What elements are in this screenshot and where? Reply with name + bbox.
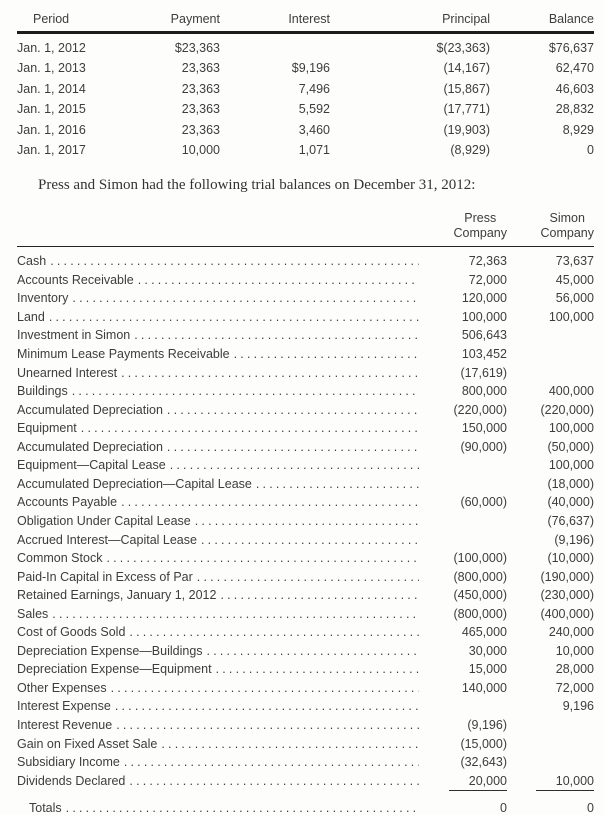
account-label-cell: [17, 531, 427, 550]
trial-balance-row: [17, 456, 594, 475]
account-name: Depreciation Expense—Buildings: [17, 643, 203, 658]
account-name: Interest Expense: [17, 699, 111, 714]
amortization-cell-payment: 23,363: [181, 102, 220, 116]
account-label-cell: [17, 679, 427, 698]
amortization-cell-payment: 23,363: [181, 81, 220, 96]
account-name: Retained Earnings, January 1, 2012: [17, 588, 217, 603]
amortization-header-rule: [17, 31, 594, 34]
trial-balance-row: [17, 289, 594, 308]
totals-simon-cell: [507, 799, 594, 815]
amortization-cell-payment: 23,363: [181, 61, 220, 75]
dot-leader: [49, 308, 419, 327]
dot-leader: [138, 271, 419, 290]
press-value-cell: (9,196): [467, 717, 507, 732]
trial-balance-header-row: [17, 211, 594, 242]
press-value-cell: 15,000: [468, 662, 507, 677]
simon-value-cell: 73,637: [555, 254, 594, 269]
simon-value-cell: 400,000: [548, 384, 594, 399]
account-name: Accumulated Depreciation—Capital Lease: [17, 476, 252, 491]
account-label-cell: [17, 289, 427, 308]
account-name: Accumulated Depreciation: [17, 402, 163, 417]
amortization-cell-interest: 1,071: [298, 143, 330, 157]
amortization-cell-balance: 28,832: [555, 102, 594, 116]
amortization-cell-principal: (8,929): [450, 143, 490, 157]
trial-balance-row: [17, 364, 594, 383]
simon-value-cell: (9,196): [554, 532, 594, 547]
press-value-cell: 103,452: [461, 347, 507, 362]
dot-leader: [234, 345, 419, 364]
totals-row: [17, 799, 594, 815]
account-name: Obligation Under Capital Lease: [17, 513, 191, 528]
amortization-row: [17, 79, 594, 100]
trial-balance-row: [17, 419, 594, 438]
account-label-cell: [17, 382, 427, 401]
trial-balance-row: [17, 716, 594, 735]
simon-value-underlined: 10,000: [536, 774, 594, 791]
account-label-cell: [17, 493, 427, 512]
simon-value-cell: 45,000: [555, 272, 594, 287]
simon-company-header-line1: Simon: [549, 210, 585, 225]
account-name: Subsidiary Income: [17, 755, 120, 770]
trial-balance-row: [17, 401, 594, 420]
simon-value-cell: (190,000): [540, 569, 594, 584]
account-name: Buildings: [17, 384, 68, 399]
account-name: Equipment: [17, 421, 77, 436]
dot-leader: [66, 799, 419, 815]
simon-value-cell: (400,000): [540, 606, 594, 621]
trial-balance-row: [17, 549, 594, 568]
simon-value-cell: (50,000): [547, 439, 594, 454]
dot-leader: [121, 493, 419, 512]
press-value-cell: [427, 772, 507, 791]
press-value-cell: (450,000): [453, 588, 507, 603]
press-company-header-line1: Press: [464, 210, 497, 225]
account-label-cell: [17, 660, 427, 679]
dot-leader: [167, 401, 419, 420]
trial-balance-row: [17, 271, 594, 290]
amortization-cell-period: Jan. 1, 2013: [17, 61, 86, 75]
dot-leader: [201, 531, 419, 550]
account-label-cell: [17, 568, 427, 587]
trial-balance-row: [17, 605, 594, 624]
press-company-header: [427, 211, 507, 242]
trial-balance-row: [17, 568, 594, 587]
amortization-cell-interest: 5,592: [298, 102, 330, 116]
account-label-cell: [17, 326, 427, 345]
trial-balance-table: [17, 211, 594, 815]
dot-leader: [256, 475, 419, 494]
dot-leader: [72, 289, 419, 308]
simon-value-cell: 100,000: [548, 458, 594, 473]
account-label-cell: [17, 456, 427, 475]
amortization-header-row: [17, 10, 594, 28]
dot-leader: [129, 623, 419, 642]
amortization-cell-interest: $9,196: [291, 61, 330, 75]
account-label-cell: [17, 716, 427, 735]
account-name: Unearned Interest: [17, 365, 118, 380]
account-name: Equipment—Capital Lease: [17, 458, 166, 473]
amortization-row: [17, 120, 594, 141]
simon-value-cell: 10,000: [555, 643, 594, 658]
column-header-principal: Principal: [442, 12, 490, 26]
trial-balance-row: [17, 252, 594, 271]
simon-value-cell: (230,000): [540, 588, 594, 603]
press-value-cell: 72,363: [468, 254, 507, 269]
simon-value-cell: 28,000: [555, 662, 594, 677]
trial-balance-row: [17, 772, 594, 791]
trial-balance-row: [17, 512, 594, 531]
dot-leader: [50, 252, 419, 271]
account-name: Other Expenses: [17, 680, 107, 695]
trial-balance-header-spacer: [17, 211, 427, 242]
amortization-cell-balance: $76,637: [548, 40, 594, 55]
amortization-cell-interest: [220, 38, 330, 59]
amortization-cell-principal: (17,771): [443, 102, 490, 116]
account-name: Cash: [17, 254, 47, 269]
column-header-interest: Interest: [288, 12, 330, 26]
account-name: Depreciation Expense—Equipment: [17, 662, 212, 677]
trial-balance-row: [17, 660, 594, 679]
dot-leader: [129, 772, 419, 791]
dot-leader: [134, 326, 419, 345]
dot-leader: [52, 605, 419, 624]
trial-balance-row: [17, 679, 594, 698]
press-value-cell: 506,643: [461, 328, 507, 343]
dot-leader: [195, 512, 419, 531]
account-name: Sales: [17, 606, 49, 621]
dot-leader: [167, 438, 419, 457]
dot-leader: [106, 549, 419, 568]
press-value-cell: (60,000): [460, 495, 507, 510]
dot-leader: [121, 364, 419, 383]
amortization-cell-interest: 7,496: [298, 81, 330, 96]
amortization-cell-principal: (19,903): [443, 122, 490, 137]
amortization-cell-payment: 10,000: [181, 143, 220, 157]
simon-company-header-line2: Company: [540, 226, 594, 240]
press-value-cell: (32,643): [460, 755, 507, 770]
trial-balance-row: [17, 623, 594, 642]
trial-balance-row: [17, 345, 594, 364]
press-value-underlined: 20,000: [449, 774, 507, 791]
dot-leader: [116, 716, 419, 735]
totals-simon-value: 0: [536, 801, 594, 815]
simon-value-cell: 72,000: [555, 680, 594, 695]
account-name: Common Stock: [17, 551, 103, 566]
simon-value-cell: 100,000: [548, 309, 594, 324]
account-label-cell: [17, 438, 427, 457]
amortization-rows: [17, 38, 594, 161]
account-name: Accrued Interest—Capital Lease: [17, 532, 197, 547]
press-company-header-line2: Company: [453, 226, 507, 240]
account-name: Accumulated Depreciation: [17, 439, 163, 454]
account-label-cell: [17, 419, 427, 438]
press-value-cell: 465,000: [461, 625, 507, 640]
account-label-cell: [17, 586, 427, 605]
trial-balance-row: [17, 531, 594, 550]
account-label-cell: [17, 623, 427, 642]
dot-leader: [161, 735, 419, 754]
trial-balance-row: [17, 438, 594, 457]
press-value-cell: (100,000): [453, 551, 507, 566]
simon-value-cell: (18,000): [547, 476, 594, 491]
account-name: Dividends Declared: [17, 773, 126, 788]
account-name: Cost of Goods Sold: [17, 625, 126, 640]
amortization-cell-period: Jan. 1, 2014: [17, 81, 86, 96]
dot-leader: [197, 568, 419, 587]
account-name: Inventory: [17, 291, 69, 306]
account-name: Paid-In Capital in Excess of Par: [17, 569, 193, 584]
account-label-cell: [17, 772, 427, 791]
simon-value-cell: 240,000: [548, 625, 594, 640]
dot-leader: [124, 753, 419, 772]
amortization-cell-principal: (14,167): [443, 61, 490, 75]
trial-balance-row: [17, 735, 594, 754]
intro-paragraph: Press and Simon had the following trial balances on December 31, 2012:: [38, 176, 476, 193]
simon-value-cell: (10,000): [547, 551, 594, 566]
account-name: Minimum Lease Payments Receivable: [17, 347, 230, 362]
simon-value-cell: [507, 772, 594, 791]
amortization-cell-principal: (15,867): [443, 81, 490, 96]
totals-label-cell: [17, 799, 427, 815]
simon-value-cell: 100,000: [548, 421, 594, 436]
amortization-row: [17, 38, 594, 59]
account-label-cell: [17, 475, 427, 494]
trial-balance-row: [17, 493, 594, 512]
dot-leader: [111, 679, 419, 698]
account-name: Interest Revenue: [17, 717, 113, 732]
totals-press-cell: [427, 799, 507, 815]
simon-value-cell: 56,000: [555, 291, 594, 306]
account-label-cell: [17, 605, 427, 624]
account-label-cell: [17, 401, 427, 420]
account-label-cell: [17, 345, 427, 364]
amortization-cell-period: Jan. 1, 2017: [17, 143, 86, 157]
account-label-cell: [17, 697, 427, 716]
totals-label: Totals: [29, 801, 62, 815]
trial-balance-row: [17, 753, 594, 772]
account-name: Accounts Receivable: [17, 272, 134, 287]
press-value-cell: 72,000: [468, 272, 507, 287]
press-value-cell: 800,000: [461, 384, 507, 399]
amortization-cell-payment: 23,363: [181, 122, 220, 137]
trial-balance-row: [17, 586, 594, 605]
account-label-cell: [17, 271, 427, 290]
press-value-cell: (800,000): [453, 569, 507, 584]
press-value-cell: 100,000: [461, 309, 507, 324]
dot-leader: [115, 697, 419, 716]
dot-leader: [170, 456, 419, 475]
account-label-cell: [17, 364, 427, 383]
dot-leader: [81, 419, 419, 438]
trial-balance-row: [17, 326, 594, 345]
simon-value-cell: (76,637): [547, 513, 594, 528]
simon-company-header: [507, 211, 594, 242]
account-label-cell: [17, 308, 427, 327]
amortization-cell-principal: $(23,363): [436, 40, 490, 55]
simon-value-cell: 9,196: [562, 699, 594, 714]
press-value-cell: (800,000): [453, 606, 507, 621]
column-header-payment: Payment: [170, 12, 220, 26]
press-value-cell: 150,000: [461, 421, 507, 436]
press-value-cell: (15,000): [460, 736, 507, 751]
account-name: Investment in Simon: [17, 328, 131, 343]
press-value-cell: 30,000: [468, 643, 507, 658]
column-header-period: Period: [33, 12, 70, 26]
dot-leader: [216, 660, 419, 679]
amortization-cell-balance: 62,470: [555, 61, 594, 75]
account-label-cell: [17, 735, 427, 754]
trial-balance-row: [17, 382, 594, 401]
amortization-cell-balance: 8,929: [562, 122, 594, 137]
dot-leader: [72, 382, 419, 401]
simon-value-cell: (40,000): [547, 495, 594, 510]
press-value-cell: (90,000): [460, 439, 507, 454]
trial-balance-row: [17, 308, 594, 327]
amortization-cell-interest: 3,460: [298, 122, 330, 137]
dot-leader: [220, 586, 419, 605]
totals-press-value: 0: [449, 801, 507, 815]
account-name: Accounts Payable: [17, 495, 118, 510]
press-value-cell: 140,000: [461, 680, 507, 695]
amortization-schedule-table: [17, 10, 594, 161]
amortization-cell-balance: 0: [587, 143, 594, 157]
trial-balance-row: [17, 475, 594, 494]
press-value-cell: (17,619): [460, 365, 507, 380]
dot-leader: [207, 642, 419, 661]
amortization-cell-period: Jan. 1, 2012: [17, 40, 86, 55]
press-value-cell: 120,000: [461, 291, 507, 306]
account-name: Gain on Fixed Asset Sale: [17, 736, 158, 751]
amortization-cell-balance: 46,603: [555, 81, 594, 96]
trial-balance-row: [17, 642, 594, 661]
trial-balance-row: [17, 697, 594, 716]
amortization-row: [17, 58, 594, 79]
account-label-cell: [17, 753, 427, 772]
amortization-cell-period: Jan. 1, 2015: [17, 102, 86, 116]
account-label-cell: [17, 549, 427, 568]
account-name: Land: [17, 309, 45, 324]
trial-balance-header-rule: [17, 246, 594, 248]
press-value-cell: (220,000): [453, 402, 507, 417]
account-label-cell: [17, 642, 427, 661]
amortization-cell-period: Jan. 1, 2016: [17, 122, 86, 137]
account-label-cell: [17, 512, 427, 531]
account-label-cell: [17, 252, 427, 271]
simon-value-cell: (220,000): [540, 402, 594, 417]
amortization-row: [17, 99, 594, 120]
column-header-balance: Balance: [548, 12, 594, 26]
trial-balance-rows: [17, 252, 594, 790]
amortization-row: [17, 140, 594, 161]
amortization-cell-payment: $23,363: [174, 40, 220, 55]
